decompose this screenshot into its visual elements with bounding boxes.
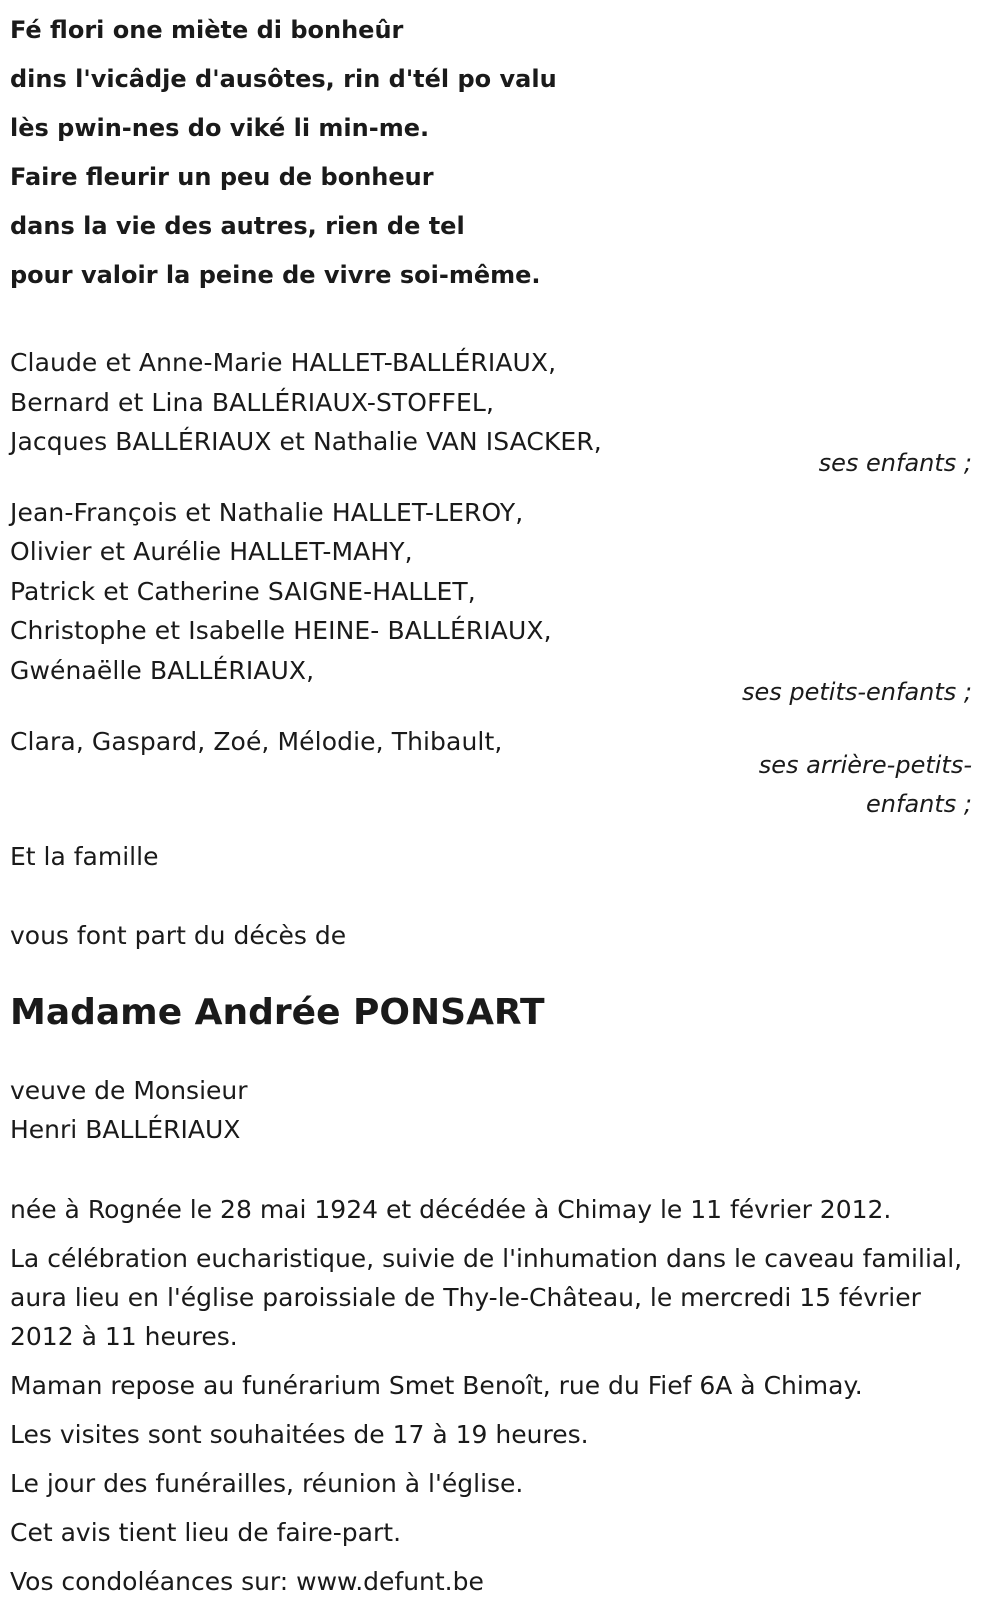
widow-line: Henri BALLÉRIAUX [10, 1114, 241, 1144]
grandchildren-group [10, 493, 972, 713]
grandchild-name: Jean-François et Nathalie HALLET-LEROY, [10, 497, 524, 527]
poem-line: Fé flori one miète di bonheûr [10, 16, 404, 44]
notice-line: Cet avis tient lieu de faire-part. [10, 1517, 402, 1547]
widow-of [10, 1071, 972, 1149]
children-group [10, 343, 972, 483]
birth-death-line: née à Rognée le 28 mai 1924 et décédée à Chimay le 11 février 2012. [10, 1194, 892, 1224]
children-role: ses enfants ; [818, 448, 972, 477]
great-grandchildren-role-line: ses arrière-petits- [758, 750, 972, 779]
grandchild-name: Gwénaëlle BALLÉRIAUX, [10, 655, 315, 685]
funeral-day-line: Le jour des funérailles, réunion à l'église. [10, 1468, 524, 1498]
family-line: Et la famille [10, 841, 159, 871]
widow-line: veuve de Monsieur [10, 1075, 248, 1105]
poem-line: dans la vie des autres, rien de tel [10, 212, 465, 240]
grandchildren-role: ses petits-enfants ; [741, 678, 972, 706]
poem-line: lès pwin-nes do viké li min-me. [10, 114, 430, 142]
child-name: Jacques BALLÉRIAUX et Nathalie VAN ISACKER, [10, 427, 602, 456]
child-name: Bernard et Lina BALLÉRIAUX-STOFFEL, [10, 387, 495, 417]
obituary-page [10, 0, 972, 1601]
child-name: Claude et Anne-Marie HALLET-BALLÉRIAUX, [10, 348, 557, 377]
poem-line: dins l'vicâdje d'ausôtes, rin d'tél po valu [10, 65, 557, 93]
great-grandchildren-role-line: enfants ; [866, 789, 972, 818]
poem-line: Faire fleurir un peu de bonheur [10, 163, 434, 191]
poem-line: pour valoir la peine de vivre soi-même. [10, 261, 541, 289]
grandchild-name: Christophe et Isabelle HEINE- BALLÉRIAUX, [10, 616, 552, 645]
announce-line: vous font part du décès de [10, 920, 347, 950]
grandchild-name: Patrick et Catherine SAIGNE-HALLET, [10, 576, 476, 606]
celebration-paragraph: La célébration eucharistique, suivie de l'inhumation dans le caveau familial, aura lieu en l'église paroissiale de Thy-le-Château, le mercredi 15 février 2012 à 11 heures. [10, 1243, 963, 1351]
great-grandchildren-group [10, 722, 972, 824]
grandchild-name: Olivier et Aurélie HALLET-MAHY, [10, 537, 413, 566]
great-grandchild-names: Clara, Gaspard, Zoé, Mélodie, Thibault, [10, 727, 503, 756]
details [10, 1190, 972, 1601]
condolences-line: Vos condoléances sur: www.defunt.be [10, 1566, 484, 1596]
poem [10, 0, 972, 300]
deceased-name: Madame Andrée PONSART [10, 991, 545, 1033]
rest-line: Maman repose au funérarium Smet Benoît, rue du Fief 6A à Chimay. [10, 1370, 863, 1400]
visits-line: Les visites sont souhaitées de 17 à 19 heures. [10, 1419, 589, 1449]
